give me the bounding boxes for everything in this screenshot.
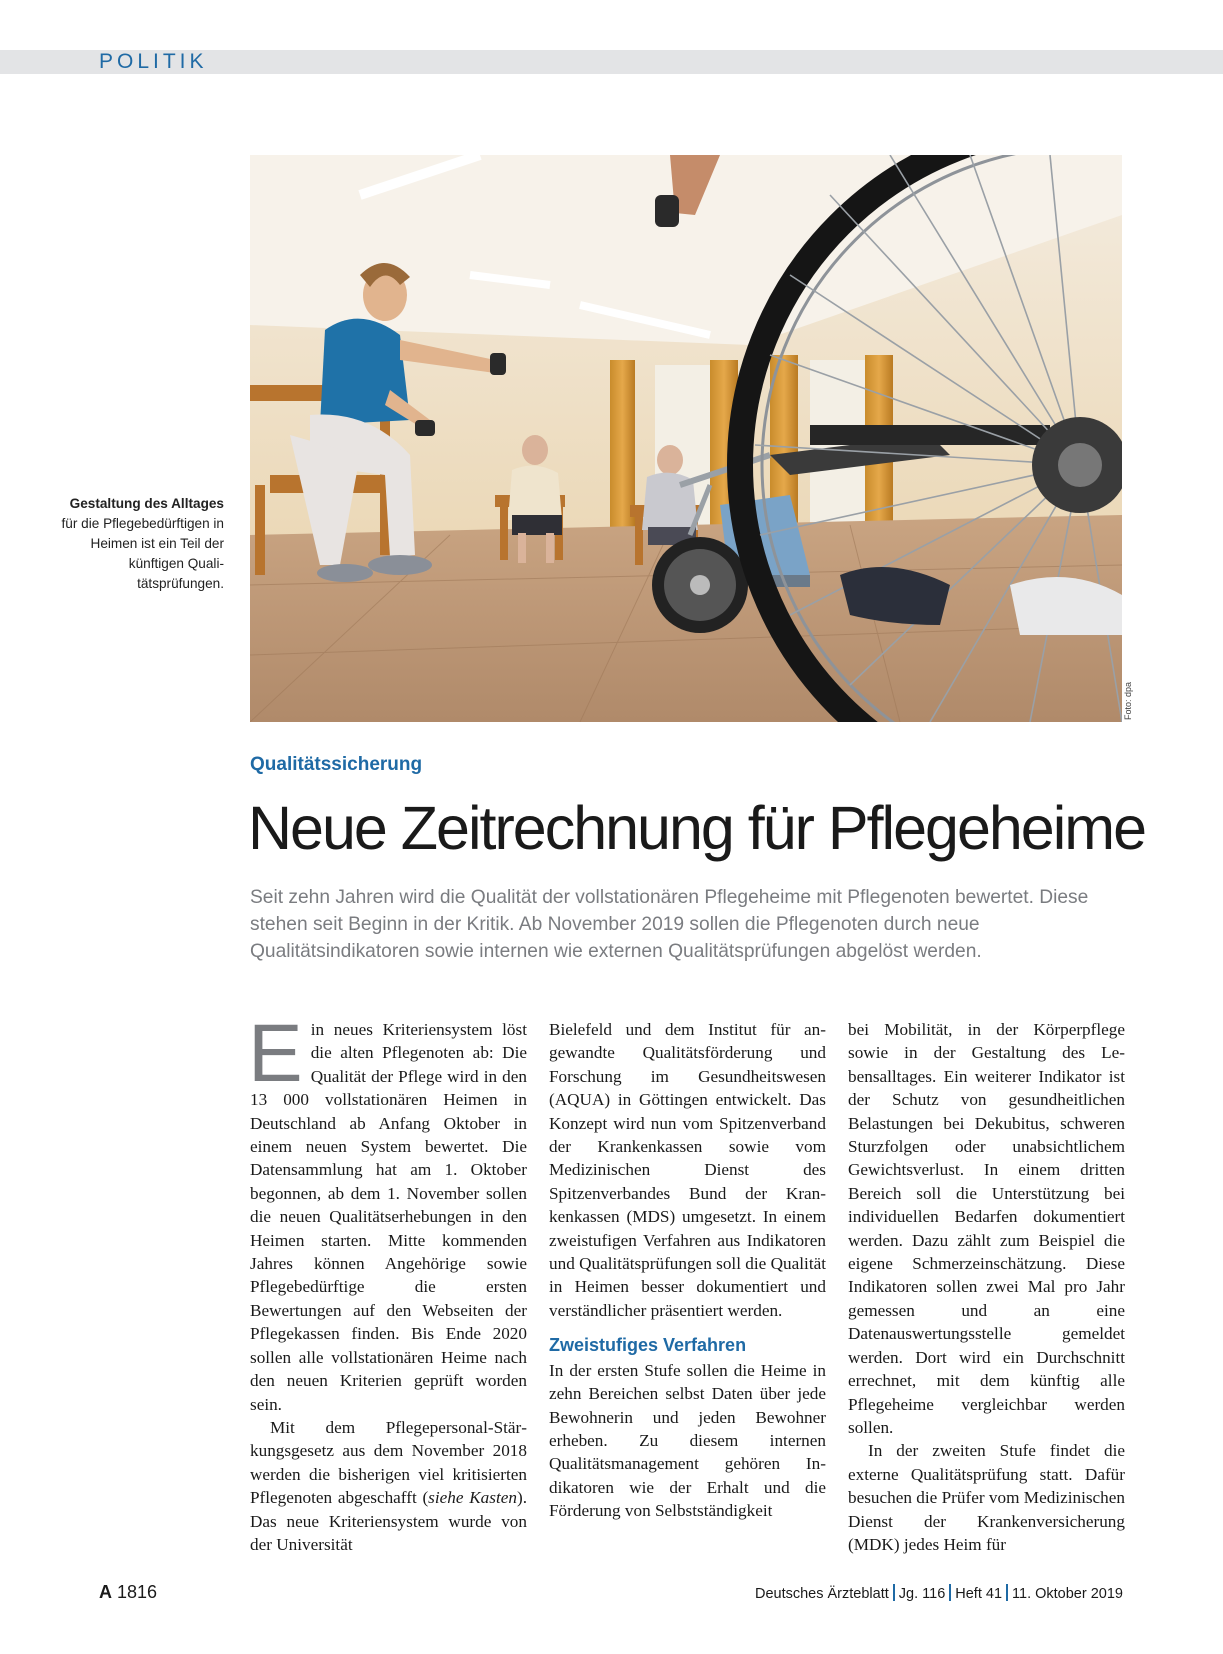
page-prefix: A [99,1582,112,1602]
photo-caption [60,494,224,594]
paragraph: In der zweiten Stufe findet die externe Qualitätsprüfung statt. Dafür besuchen die Prüfer vom Medizinischen Dienst der Krankenversicherung (MDK) jedes Heim für [848,1441,1125,1554]
paragraph [248,1008,527,1416]
paragraph-text: ). Das neue Kriteriensystem wurde von der Universität [250,1488,527,1554]
article-lead: Seit zehn Jahren wird die Qualität der vollstationären Pflegeheime mit Pflegenoten bewertet. Diese stehen seit Beginn in der Kritik. Ab November 2019 sollen die Pflegenoten durch neue Qualitätsindikatoren sowie internen wie externen Qualitätsprüfungen abgelöst werden. [250,887,1089,962]
separator [949,1584,951,1601]
subheading: Zweistufiges Verfahren [549,1335,747,1356]
article-kicker: Qualitätssicherung [250,754,423,775]
paragraph [250,1416,527,1556]
photo-illustration [250,155,1122,722]
issue-date: 11. Oktober 2019 [1012,1586,1123,1602]
paragraph-text: in neues Kriteriensystem löst die alten Pflegenoten ab: Die Qualität der Pflege wird in den 13 000 vollstationären Heimen in Deutschland ab Anfang Oktober in einem neuen System bewertet. Die Datensammlung hat am 1. Oktober begonnen, ab dem 1. November sollen die neuen Qualitätserhebungen in den Heimen starten. Mitte kommenden Jahres können Angehörige sowie Pflegebedürftige die ersten Bewertungen auf den Webseiten der Pflegekassen finden. Bis Ende 2020 sollen alle vollstationären Heime nach den neuen Kriterien geprüft worden sein. [250,1020,527,1414]
publication-info [755,1584,1123,1602]
separator [893,1584,895,1601]
cross-reference: siehe Kasten [428,1488,517,1508]
journal-name: Deutsches Ärzteblatt [754,1586,889,1602]
caption-bold: Gestaltung des Alltages [69,496,224,511]
paragraph-text: Mit dem Pflegepersonal-Stärkungsgesetz aus dem November 2018 werden die bisherigen viel kritisierten Pflegenoten abgeschafft ( [250,1417,527,1508]
text-column-1 [248,1008,527,1556]
separator [1006,1584,1008,1601]
section-label: POLITIK [99,50,208,73]
text-column-2 [549,1018,826,1523]
paragraph: Bielefeld und dem Institut für angewandte Qualitätsförderung und Forschung im Gesundheitswesen (AQUA) in Göttingen entwickelt. Das Konzept wird nun vom Spitzenverband der Krankenkassen sowie vom Medizinischen Dienst des Spitzenverbandes Bund der Krankenkassen (MDS) umgesetzt. In einem zweistufigen Verfahren aus Indikatoren und Qualitätsprüfungen soll die Qualität in Heimen besser dokumentiert und verständlicher präsentiert werden. [549,1020,826,1320]
page-number-value: 1816 [117,1582,158,1602]
caption-text: für die Pflegebedürftigen in Heimen ist ein Teil der künftigen Qualitätsprüfungen. [61,516,224,591]
paragraph: bei Mobilität, in der Körperpflege sowie in der Gestaltung des Lebensalltages. Ein weiterer Indikator ist der Schutz von gesundheitlichen Belastungen bei Dekubitus, schweren Sturzfolgen oder unabsichtlichem Gewichtsverlust. In einem dritten Bereich soll die Unterstützung bei individuellen Bedarfen dokumentiert werden. Dazu zählt zum Beispiel die eigene Schmerzeinschätzung. Diese Indikatoren sollen zwei Mal pro Jahr gemessen und an eine Datenauswertungsstelle gemeldet werden. Dort wird ein Durchschnitt errechnet, mit dem künftig alle Pflegeheime vergleichbar werden sollen. [848,1020,1125,1437]
page-number [99,1582,157,1603]
issue: Heft 41 [955,1586,1003,1602]
article-photo [250,155,1122,722]
article-title: Neue Zeitrechnung für Pflegeheime [248,794,1146,862]
photo-credit: Foto: dpa [1123,681,1133,720]
paragraph: In der ersten Stufe sollen die Heime in zehn Bereichen selbst Daten über jede Bewohnerin und jeden Bewohner erheben. Zu diesem internen Qualitätsmanagement gehören Indikatoren wie der Erhalt und die Förderung von Selbstständigkeit [549,1360,826,1521]
text-column-3 [848,1018,1125,1556]
volume: Jg. 116 [898,1586,946,1602]
drop-cap: E [248,1008,303,1099]
